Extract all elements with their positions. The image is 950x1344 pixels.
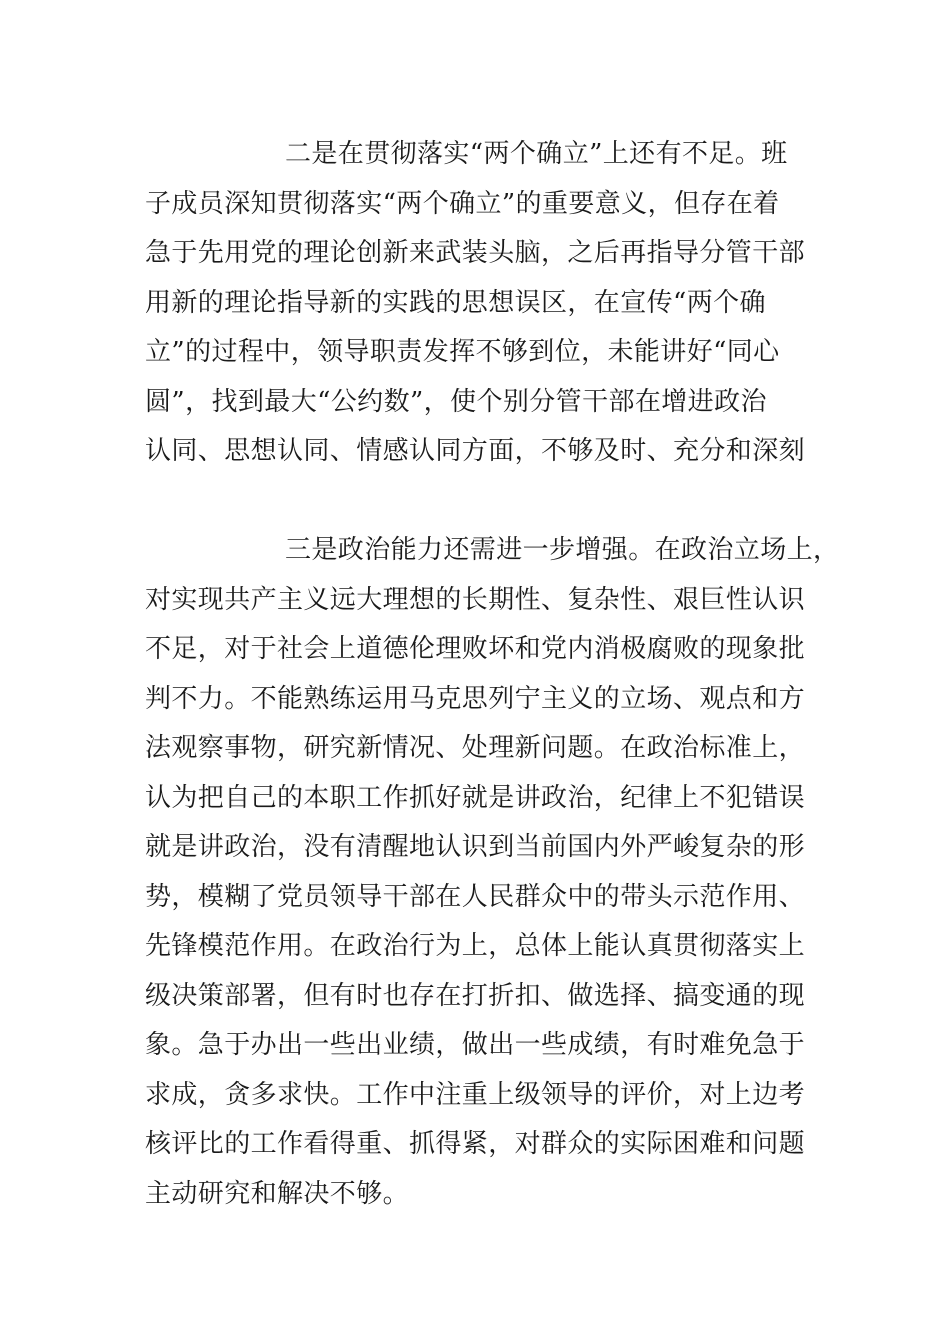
paragraph-line: 核评比的工作看得重、抓得紧，对群众的实际困难和问题 xyxy=(145,1129,806,1159)
paragraph-line: 立”的过程中，领导职责发挥不够到位，未能讲好“同心 xyxy=(145,337,780,367)
paragraph-line: 认同、思想认同、情感认同方面，不够及时、充分和深刻 xyxy=(145,436,806,466)
paragraph-two-establishments xyxy=(145,130,815,477)
paragraph-line: 势，模糊了党员领导干部在人民群众中的带头示范作用、 xyxy=(145,881,806,912)
paragraph-line: 二是在贯彻落实“两个确立”上还有不足。班 xyxy=(285,139,788,169)
paragraph-line: 三是政治能力还需进一步增强。在政治立场上， xyxy=(285,535,840,565)
paragraph-line: 判不力。不能熟练运用马克思列宁主义的立场、观点和方 xyxy=(145,683,806,714)
paragraph-line: 级决策部署，但有时也存在打折扣、做选择、搞变通的现 xyxy=(145,980,806,1011)
paragraph-line: 认为把自己的本职工作抓好就是讲政治，纪律上不犯错误 xyxy=(145,782,806,813)
paragraph-line: 先锋模范作用。在政治行为上，总体上能认真贯彻落实上 xyxy=(145,931,806,961)
paragraph-line: 就是讲政治，没有清醒地认识到当前国内外严峻复杂的形 xyxy=(145,832,806,862)
paragraph-political-ability xyxy=(145,526,840,1219)
paragraph-line: 主动研究和解决不够。 xyxy=(145,1178,410,1209)
paragraph-line: 子成员深知贯彻落实“两个确立”的重要意义，但存在着 xyxy=(145,188,780,219)
paragraph-line: 急于先用党的理论创新来武装头脑，之后再指导分管干部 xyxy=(145,238,806,268)
paragraph-line: 象。急于办出一些出业绩，做出一些成绩，有时难免急于 xyxy=(145,1030,806,1060)
paragraph-line: 对实现共产主义远大理想的长期性、复杂性、艰巨性认识 xyxy=(145,584,806,615)
paragraph-line: 法观察事物，研究新情况、处理新问题。在政治标准上， xyxy=(145,733,806,763)
paragraph-line: 圆”，找到最大“公约数”，使个别分管干部在增进政治 xyxy=(145,386,767,417)
paragraph-line: 求成，贪多求快。工作中注重上级领导的评价，对上边考 xyxy=(145,1079,806,1110)
paragraph-line: 不足，对于社会上道德伦理败坏和党内消极腐败的现象批 xyxy=(145,634,806,664)
paragraph-line: 用新的理论指导新的实践的思想误区，在宣传“两个确 xyxy=(145,287,766,318)
